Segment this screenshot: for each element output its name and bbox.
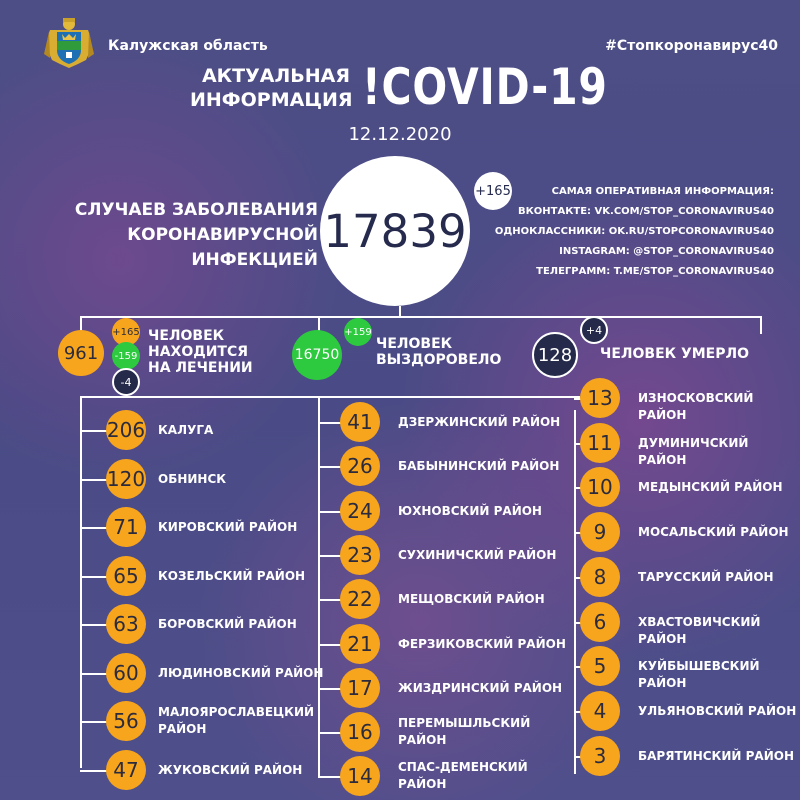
hashtag: #Стопкоронавирус40 bbox=[605, 38, 778, 54]
district-name-line-1: БАРЯТИНСКИЙ РАЙОН bbox=[638, 749, 794, 763]
district-name bbox=[638, 435, 800, 469]
district-count-circle: 21 bbox=[340, 624, 380, 664]
district-name bbox=[398, 759, 528, 793]
district-count-circle: 3 bbox=[580, 736, 620, 776]
district-name bbox=[398, 458, 559, 475]
info-line-instagram: INSTAGRAM: @STOP_CORONAVIRUS40 bbox=[559, 246, 774, 257]
district-count-circle: 11 bbox=[580, 423, 620, 463]
covid-title-text: !COVID-19 bbox=[362, 58, 608, 116]
district-name-line-1: ДЗЕРЖИНСКИЙ РАЙОН bbox=[398, 415, 561, 429]
district-name-line-1: КАЛУГА bbox=[158, 423, 214, 437]
district-name-line-1: ФЕРЗИКОВСКИЙ РАЙОН bbox=[398, 637, 566, 651]
district-name-line-1: ЖИЗДРИНСКИЙ РАЙОН bbox=[398, 681, 563, 695]
treatment-net-badge: -4 bbox=[112, 368, 140, 396]
district-count-circle: 71 bbox=[106, 507, 146, 547]
recovered-delta-badge: +159 bbox=[344, 318, 372, 346]
district-name bbox=[398, 503, 542, 520]
treatment-label-line-2: НАХОДИТСЯ bbox=[148, 344, 249, 360]
total-cases-circle bbox=[320, 156, 470, 306]
district-count-circle: 23 bbox=[340, 535, 380, 575]
treatment-minus-badge: -159 bbox=[112, 342, 140, 370]
district-name bbox=[398, 591, 545, 608]
district-count-circle: 16 bbox=[340, 712, 380, 752]
connector-line bbox=[574, 410, 576, 774]
district-name bbox=[398, 636, 566, 653]
district-name-line-1: СПАС-ДЕМЕНСКИЙ bbox=[398, 760, 528, 774]
district-count-circle: 6 bbox=[580, 602, 620, 642]
district-name-line-1: КИРОВСКИЙ РАЙОН bbox=[158, 520, 298, 534]
district-name-line-1: ДУМИНИЧСКИЙ РАЙОН bbox=[638, 436, 749, 467]
district-count-circle: 8 bbox=[580, 557, 620, 597]
district-name bbox=[398, 414, 560, 431]
connector-line bbox=[760, 316, 762, 334]
district-name bbox=[638, 703, 796, 720]
district-name bbox=[158, 519, 297, 536]
district-name bbox=[638, 614, 800, 648]
region-name: Калужская область bbox=[108, 38, 268, 54]
info-line-ok: ОДНОКЛАССНИКИ: OK.RU/STOPCORONAVIRUS40 bbox=[494, 226, 774, 237]
connector-line bbox=[80, 396, 580, 398]
district-name bbox=[638, 479, 783, 496]
report-date: 12.12.2020 bbox=[348, 124, 452, 145]
district-name-line-1: МЕДЫНСКИЙ РАЙОН bbox=[638, 480, 783, 494]
connector-line bbox=[318, 396, 320, 776]
district-count-circle: 206 bbox=[106, 410, 146, 450]
covid-title bbox=[362, 58, 662, 116]
district-name bbox=[638, 748, 794, 765]
district-count-circle: 22 bbox=[340, 579, 380, 619]
cases-label bbox=[20, 198, 318, 273]
district-name bbox=[398, 715, 530, 749]
title-line-1: АКТУАЛЬНАЯ bbox=[201, 65, 350, 87]
treatment-label-line-3: НА ЛЕЧЕНИИ bbox=[148, 360, 253, 376]
district-count-circle: 14 bbox=[340, 756, 380, 796]
recovered-label-line-2: ВЫЗДОРОВЕЛО bbox=[376, 352, 502, 368]
district-count-circle: 41 bbox=[340, 402, 380, 442]
info-line-telegram: ТЕЛЕГРАММ: T.ME/STOP_CORONAVIRUS40 bbox=[536, 266, 774, 277]
total-cases-value: 17839 bbox=[323, 204, 467, 258]
district-name-line-2: РАЙОН bbox=[158, 722, 207, 736]
info-line-vk: ВКОНТАКТЕ: VK.COM/STOP_CORONAVIRUS40 bbox=[518, 206, 774, 217]
district-name-line-1: СУХИНИЧСКИЙ РАЙОН bbox=[398, 548, 557, 562]
district-name bbox=[158, 762, 302, 779]
recovered-label bbox=[376, 336, 501, 368]
title-line-2: ИНФОРМАЦИЯ bbox=[190, 89, 353, 111]
district-count-circle: 5 bbox=[580, 646, 620, 686]
district-count-circle: 120 bbox=[106, 459, 146, 499]
cases-label-line-1: СЛУЧАЕВ ЗАБОЛЕВАНИЯ bbox=[74, 200, 318, 220]
district-name-line-2: РАЙОН bbox=[398, 777, 447, 791]
district-name bbox=[638, 390, 800, 424]
district-name-line-1: ТАРУССКИЙ РАЙОН bbox=[638, 570, 774, 584]
district-name bbox=[158, 704, 314, 738]
district-name-line-1: МЕЩОВСКИЙ РАЙОН bbox=[398, 592, 545, 606]
recovered-circle: 16750 bbox=[292, 330, 342, 380]
district-count-circle: 9 bbox=[580, 512, 620, 552]
district-count-circle: 24 bbox=[340, 491, 380, 531]
district-name bbox=[158, 665, 323, 682]
district-name-line-1: ОБНИНСК bbox=[158, 472, 227, 486]
info-title: САМАЯ ОПЕРАТИВНАЯ ИНФОРМАЦИЯ: bbox=[551, 186, 774, 197]
district-count-circle: 47 bbox=[106, 750, 146, 790]
district-name-line-1: КОЗЕЛЬСКИЙ РАЙОН bbox=[158, 569, 306, 583]
district-name-line-1: БОРОВСКИЙ РАЙОН bbox=[158, 617, 297, 631]
district-name-line-1: МАЛОЯРОСЛАВЕЦКИЙ bbox=[158, 705, 315, 719]
district-name bbox=[398, 547, 556, 564]
district-name-line-1: ПЕРЕМЫШЛЬСКИЙ bbox=[398, 716, 531, 730]
treatment-label bbox=[148, 328, 253, 376]
connector-line bbox=[80, 396, 82, 768]
deaths-delta-badge: +4 bbox=[580, 316, 608, 344]
district-name-line-1: ЮХНОВСКИЙ РАЙОН bbox=[398, 504, 542, 518]
connector-line bbox=[80, 316, 762, 318]
district-name-line-1: ЛЮДИНОВСКИЙ РАЙОН bbox=[158, 666, 324, 680]
district-name bbox=[638, 524, 789, 541]
district-count-circle: 17 bbox=[340, 668, 380, 708]
district-name bbox=[158, 568, 305, 585]
district-name-line-1: УЛЬЯНОВСКИЙ РАЙОН bbox=[638, 704, 797, 718]
deaths-label: ЧЕЛОВЕК УМЕРЛО bbox=[600, 346, 750, 362]
district-name-line-1: КУЙБЫШЕВСКИЙ РАЙОН bbox=[638, 659, 760, 690]
deaths-circle: 128 bbox=[532, 332, 578, 378]
district-name bbox=[158, 616, 297, 633]
district-name bbox=[398, 680, 562, 697]
recovered-label-line-1: ЧЕЛОВЕК bbox=[376, 336, 453, 352]
title-label bbox=[190, 64, 353, 112]
district-count-circle: 10 bbox=[580, 467, 620, 507]
district-count-circle: 56 bbox=[106, 701, 146, 741]
district-name bbox=[638, 569, 774, 586]
district-name-line-1: ХВАСТОВИЧСКИЙ РАЙОН bbox=[638, 615, 761, 646]
info-block bbox=[495, 182, 774, 282]
district-name bbox=[158, 471, 226, 488]
district-count-circle: 60 bbox=[106, 653, 146, 693]
district-count-circle: 26 bbox=[340, 446, 380, 486]
district-name-line-1: ЖУКОВСКИЙ РАЙОН bbox=[158, 763, 303, 777]
treatment-circle: 961 bbox=[58, 330, 104, 376]
district-name-line-1: БАБЫНИНСКИЙ РАЙОН bbox=[398, 459, 560, 473]
treatment-label-line-1: ЧЕЛОВЕК bbox=[148, 328, 225, 344]
district-name-line-2: РАЙОН bbox=[398, 733, 447, 747]
total-cases-delta: +165 bbox=[474, 172, 512, 210]
coat-of-arms-icon bbox=[40, 14, 98, 72]
district-name-line-1: МОСАЛЬСКИЙ РАЙОН bbox=[638, 525, 789, 539]
district-name-line-1: ИЗНОСКОВСКИЙ РАЙОН bbox=[638, 391, 754, 422]
district-count-circle: 13 bbox=[580, 378, 620, 418]
district-count-circle: 4 bbox=[580, 691, 620, 731]
district-count-circle: 63 bbox=[106, 604, 146, 644]
district-name bbox=[638, 658, 800, 692]
treatment-plus-badge: +165 bbox=[112, 318, 140, 346]
district-count-circle: 65 bbox=[106, 556, 146, 596]
cases-label-line-2: КОРОНАВИРУСНОЙ ИНФЕКЦИЕЙ bbox=[127, 225, 318, 270]
district-name bbox=[158, 422, 213, 439]
